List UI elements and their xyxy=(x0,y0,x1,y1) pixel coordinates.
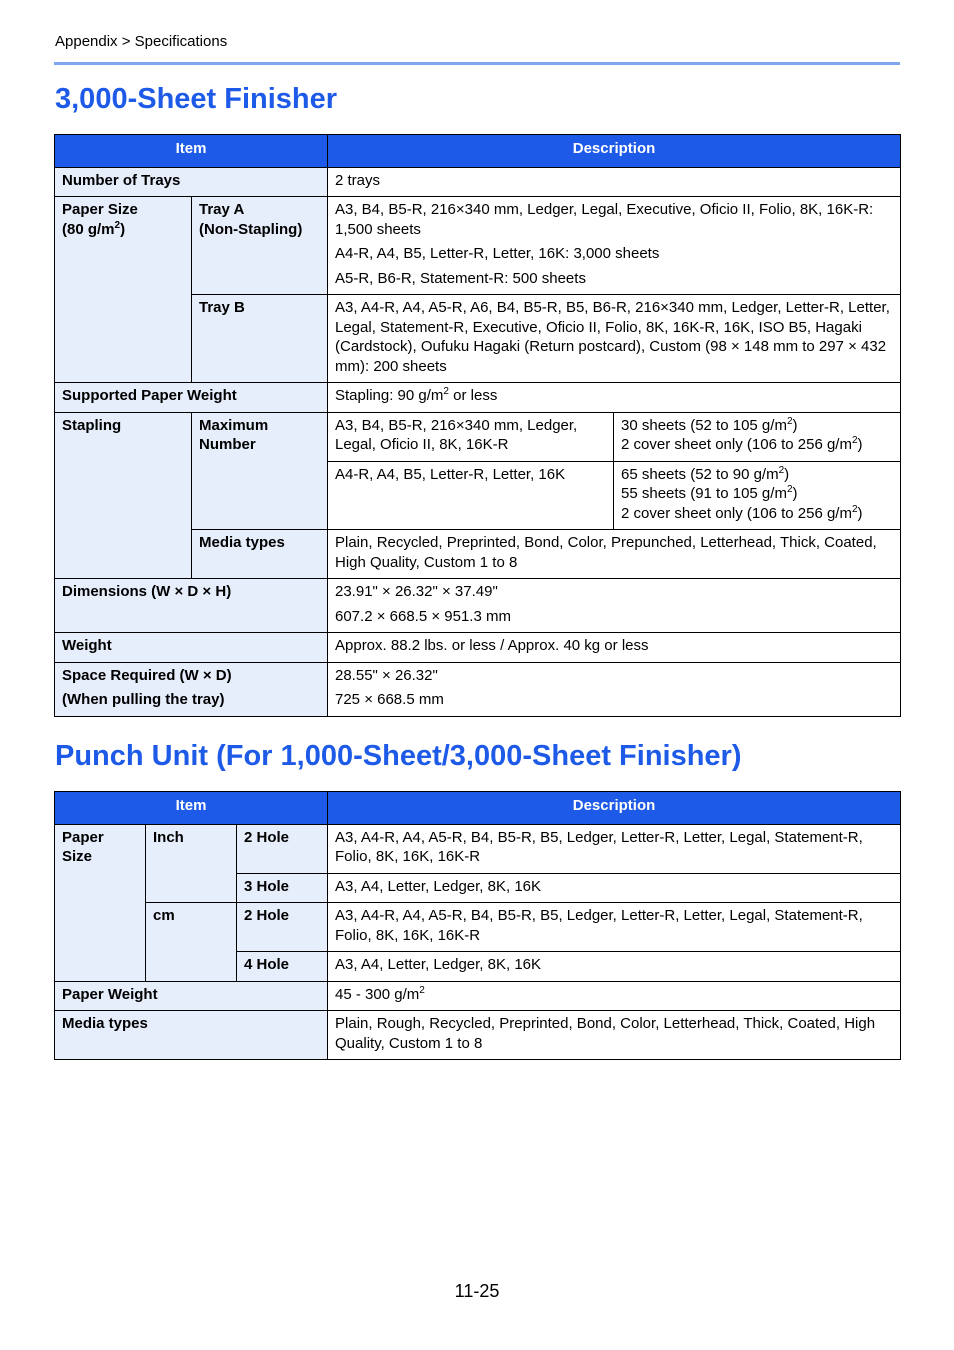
row1-cap2-pre: 2 cover sheet only (106 to 256 g/m xyxy=(621,436,852,453)
space-required-label xyxy=(55,662,328,716)
tray-a-line1: A3, B4, B5-R, 216×340 mm, Ledger, Legal, Executive, Oficio II, Folio, 8K, 16K-R: 1,500 sheets xyxy=(335,201,874,238)
punch-paper-size-line1: Paper xyxy=(62,828,104,846)
cm-2-hole-value: A3, A4-R, A4, A5-R, B4, B5-R, B5, Ledger, Letter-R, Letter, Legal, Statement-R, Folio, 8K, 16K, 16K-R xyxy=(328,903,901,952)
space-required-inches: 28.55" × 26.32" xyxy=(335,666,438,684)
weight-value: Approx. 88.2 lbs. or less / Approx. 40 kg or less xyxy=(328,633,901,663)
punch-paper-weight-label: Paper Weight xyxy=(55,981,328,1011)
table-row xyxy=(55,1011,901,1060)
breadcrumb: Appendix > Specifications xyxy=(55,33,228,50)
table-header-row xyxy=(55,135,901,168)
maximum-number-label xyxy=(192,412,328,530)
finisher-spec-table xyxy=(54,134,901,717)
row1-cap1-sup: 2 xyxy=(786,415,793,427)
media-types-value: Plain, Recycled, Preprinted, Bond, Color, Prepunched, Letterhead, Thick, Coated, High Quality, Custom 1 to 8 xyxy=(328,530,901,579)
tray-a-line3: A5-R, B6-R, Statement-R: 500 sheets xyxy=(335,269,586,287)
tray-b-value: A3, A4-R, A4, A5-R, A6, B4, B5-R, B5, B6-R, 216×340 mm, Ledger, Letter-R, Letter, Legal, Statement-R, Executive, Oficio II, Folio, 8K, 16K-R, 16K, ISO B5, Hagaki (Cardstock), Oufuku Hagaki (Return postcard), Custom (98 × 148 mm to 297 × 432 mm): 200 sheets xyxy=(328,295,901,383)
col-description-header: Description xyxy=(328,792,901,825)
dimensions-mm: 607.2 × 668.5 × 951.3 mm xyxy=(335,607,511,625)
inch-2-hole-value: A3, A4-R, A4, A5-R, B4, B5-R, B5, Ledger, Letter-R, Letter, Legal, Statement-R, Folio, 8K, 16K, 16K-R xyxy=(328,824,901,873)
punch-paper-weight-sup: 2 xyxy=(419,984,425,996)
maximum-number-line2: Number xyxy=(199,436,256,453)
tray-a-label-line1: Tray A xyxy=(199,201,245,218)
number-of-trays-label: Number of Trays xyxy=(55,167,328,197)
space-required-line1: Space Required (W × D) xyxy=(62,666,232,684)
table-header-row xyxy=(55,792,901,825)
page-number: 11-25 xyxy=(454,1281,500,1301)
paper-weight-label: Supported Paper Weight xyxy=(55,383,328,413)
table-row xyxy=(55,579,901,633)
row2-cap2-sup: 2 xyxy=(786,484,793,495)
stapling-label: Stapling xyxy=(55,412,192,579)
row2-cap1-sup: 2 xyxy=(778,464,785,476)
space-required-value xyxy=(328,662,901,716)
paper-weight-pre: Stapling: 90 g/m xyxy=(335,387,444,404)
punch-unit-title: Punch Unit (For 1,000-Sheet/3,000-Sheet Finisher) xyxy=(55,740,742,772)
paper-size-weight-post: ) xyxy=(120,220,126,238)
cm-2-hole-label: 2 Hole xyxy=(237,903,328,952)
tray-a-value xyxy=(328,197,901,295)
paper-size-weight-sup: 2 xyxy=(114,219,121,231)
inch-label: Inch xyxy=(146,824,237,903)
tray-a-label xyxy=(192,197,328,295)
dimensions-label: Dimensions (W × D × H) xyxy=(55,579,328,633)
punch-paper-weight-pre: 45 - 300 g/m xyxy=(335,985,420,1003)
maximum-number-line1: Maximum xyxy=(199,416,269,434)
table-row xyxy=(55,167,901,197)
table-row xyxy=(55,824,901,873)
punch-paper-weight-value xyxy=(328,981,901,1011)
row2-cap1-pre: 65 sheets (52 to 90 g/m xyxy=(621,465,779,483)
stapling-row1-capacity xyxy=(614,412,901,461)
tray-a-label-line2: (Non-Stapling) xyxy=(199,220,303,238)
row1-cap1-post: ) xyxy=(792,416,798,434)
row2-cap2-pre: 55 sheets (91 to 105 g/m xyxy=(621,485,787,502)
col-item-header: Item xyxy=(55,792,328,825)
table-row xyxy=(55,197,901,295)
tray-b-label: Tray B xyxy=(192,295,328,383)
table-row xyxy=(55,412,901,461)
paper-size-label-text: Paper Size xyxy=(62,201,138,218)
row2-cap3-sup: 2 xyxy=(851,503,858,515)
stapling-row1-sizes: A3, B4, B5-R, 216×340 mm, Ledger, Legal, Oficio II, 8K, 16K-R xyxy=(328,412,614,461)
finisher-title: 3,000-Sheet Finisher xyxy=(55,83,338,115)
header-rule xyxy=(54,62,900,65)
row1-cap2-post: ) xyxy=(857,436,863,453)
row2-cap3-pre: 2 cover sheet only (106 to 256 g/m xyxy=(621,504,852,522)
media-types-label: Media types xyxy=(192,530,328,579)
inch-3-hole-label: 3 Hole xyxy=(237,873,328,903)
table-row xyxy=(55,981,901,1011)
punch-unit-spec-table xyxy=(54,791,901,1060)
punch-media-types-label: Media types xyxy=(55,1011,328,1060)
space-required-line2: (When pulling the tray) xyxy=(62,691,225,708)
row1-cap1-pre: 30 sheets (52 to 105 g/m xyxy=(621,416,787,434)
punch-paper-size-line2: Size xyxy=(62,848,93,865)
paper-weight-value xyxy=(328,383,901,413)
inch-2-hole-label: 2 Hole xyxy=(237,824,328,873)
number-of-trays-value: 2 trays xyxy=(328,167,901,197)
paper-size-weight-pre: (80 g/m xyxy=(62,220,115,238)
row2-cap1-post: ) xyxy=(784,465,790,483)
row2-cap2-post: ) xyxy=(792,485,798,502)
stapling-row2-sizes: A4-R, A4, B5, Letter-R, Letter, 16K xyxy=(328,461,614,530)
weight-label: Weight xyxy=(55,633,328,663)
cm-4-hole-label: 4 Hole xyxy=(237,952,328,982)
dimensions-inches: 23.91" × 26.32" × 37.49" xyxy=(335,583,498,600)
cm-label: cm xyxy=(146,903,237,982)
tray-a-line2: A4-R, A4, B5, Letter-R, Letter, 16K: 3,000 sheets xyxy=(335,245,660,262)
table-row xyxy=(55,383,901,413)
space-required-mm: 725 × 668.5 mm xyxy=(335,691,444,708)
dimensions-value xyxy=(328,579,901,633)
col-description-header: Description xyxy=(328,135,901,168)
paper-weight-post: or less xyxy=(448,387,498,404)
table-row xyxy=(55,903,901,952)
cm-4-hole-value: A3, A4, Letter, Ledger, 8K, 16K xyxy=(328,952,901,982)
table-row xyxy=(55,633,901,663)
punch-media-types-value: Plain, Rough, Recycled, Preprinted, Bond, Color, Letterhead, Thick, Coated, High Quality, Custom 1 to 8 xyxy=(328,1011,901,1060)
paper-weight-sup: 2 xyxy=(443,386,449,397)
inch-3-hole-value: A3, A4, Letter, Ledger, 8K, 16K xyxy=(328,873,901,903)
stapling-row2-capacity xyxy=(614,461,901,530)
punch-paper-size-label xyxy=(55,824,146,981)
row2-cap3-post: ) xyxy=(857,504,863,522)
row1-cap2-sup: 2 xyxy=(851,435,858,446)
col-item-header: Item xyxy=(55,135,328,168)
paper-size-label xyxy=(55,197,192,383)
table-row xyxy=(55,662,901,716)
